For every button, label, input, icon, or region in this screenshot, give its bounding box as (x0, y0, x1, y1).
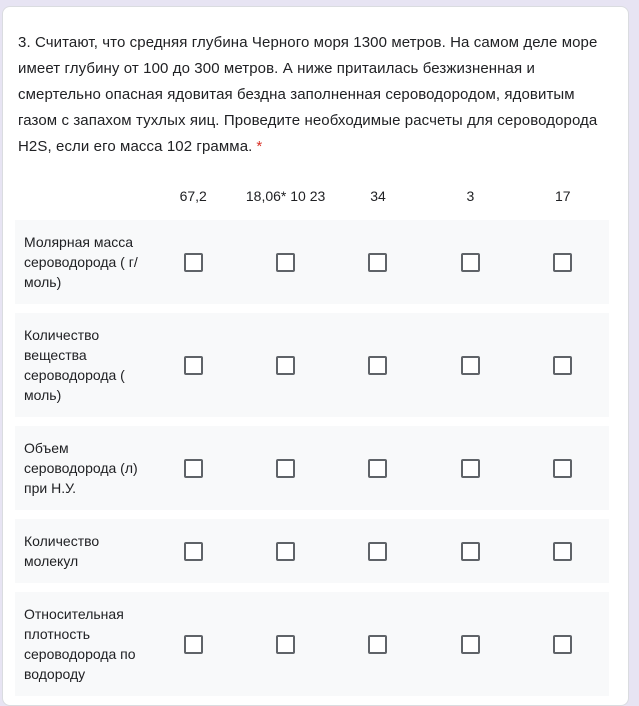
column-header: 18,06* 10 23 (245, 188, 326, 204)
grid-checkbox[interactable] (553, 459, 572, 478)
grid-checkbox[interactable] (276, 253, 295, 272)
grid-checkbox[interactable] (461, 459, 480, 478)
page-scroll-gutter[interactable] (630, 0, 639, 687)
grid-cell (239, 253, 331, 272)
table-row (15, 313, 609, 417)
grid-checkbox[interactable] (276, 459, 295, 478)
required-asterisk: * (256, 138, 263, 155)
grid-cell (332, 253, 424, 272)
grid-cell (517, 635, 609, 654)
grid-cell (239, 635, 331, 654)
grid-cell (424, 635, 516, 654)
grid-cell (239, 459, 331, 478)
row-label: Количество молекул (24, 533, 100, 569)
question-card (2, 6, 629, 706)
grid-checkbox[interactable] (461, 635, 480, 654)
grid-checkbox[interactable] (276, 635, 295, 654)
grid-checkbox[interactable] (276, 542, 295, 561)
grid-cell (147, 635, 239, 654)
grid-checkbox[interactable] (368, 253, 387, 272)
grid-checkbox[interactable] (184, 635, 203, 654)
grid-checkbox[interactable] (461, 253, 480, 272)
column-header: 67,2 (179, 188, 207, 204)
grid-cell (517, 356, 609, 375)
question-text-body: 3. Считают, что средняя глубина Черного моря 1300 метров. На самом деле море имеет глубину от 100 до 300 метров. А ниже притаилась безжизненная и смертельно опасная ядовитая бездна заполненная сероводородом, ядовитым газом с запахом тухлых яиц. Проведите необходимые расчеты для сероводорода H2S, если его масса 102 грамма. (18, 34, 598, 155)
grid-cell (332, 635, 424, 654)
table-row (15, 220, 609, 304)
grid-cell (332, 542, 424, 561)
grid-checkbox[interactable] (184, 542, 203, 561)
question-text (18, 30, 609, 160)
grid-cell (239, 542, 331, 561)
row-label: Молярная масса сероводорода ( г/моль) (24, 234, 138, 290)
grid-checkbox[interactable] (553, 253, 572, 272)
grid-cell (424, 542, 516, 561)
grid-cell (239, 356, 331, 375)
grid-cell (424, 459, 516, 478)
grid-cell (517, 459, 609, 478)
row-label: Объем сероводорода (л) при Н.У. (24, 440, 138, 496)
grid-cell (332, 459, 424, 478)
grid-checkbox[interactable] (553, 542, 572, 561)
grid-cell (147, 459, 239, 478)
table-row (15, 426, 609, 510)
grid-checkbox[interactable] (368, 459, 387, 478)
grid-header-row (15, 178, 609, 220)
grid-checkbox[interactable] (368, 542, 387, 561)
table-row (15, 592, 609, 696)
grid-checkbox[interactable] (461, 356, 480, 375)
row-label: Количество вещества сероводорода ( моль) (24, 327, 125, 403)
column-header: 3 (466, 188, 475, 204)
grid-cell (332, 356, 424, 375)
checkbox-grid (15, 178, 609, 696)
grid-checkbox[interactable] (368, 635, 387, 654)
grid-cell (147, 356, 239, 375)
grid-cell (424, 356, 516, 375)
grid-body (15, 220, 609, 696)
row-label: Относительная плотность сероводорода по водороду (24, 606, 136, 682)
grid-checkbox[interactable] (553, 635, 572, 654)
grid-cell (147, 542, 239, 561)
grid-checkbox[interactable] (553, 356, 572, 375)
grid-cell (517, 253, 609, 272)
grid-checkbox[interactable] (368, 356, 387, 375)
grid-cell (424, 253, 516, 272)
grid-checkbox[interactable] (461, 542, 480, 561)
grid-checkbox[interactable] (276, 356, 295, 375)
grid-checkbox[interactable] (184, 356, 203, 375)
grid-cell (517, 542, 609, 561)
grid-corner-cell (15, 188, 147, 204)
grid-checkbox[interactable] (184, 459, 203, 478)
column-header: 34 (370, 188, 386, 204)
column-header: 17 (555, 188, 571, 204)
grid-checkbox[interactable] (184, 253, 203, 272)
table-row (15, 519, 609, 583)
grid-cell (147, 253, 239, 272)
